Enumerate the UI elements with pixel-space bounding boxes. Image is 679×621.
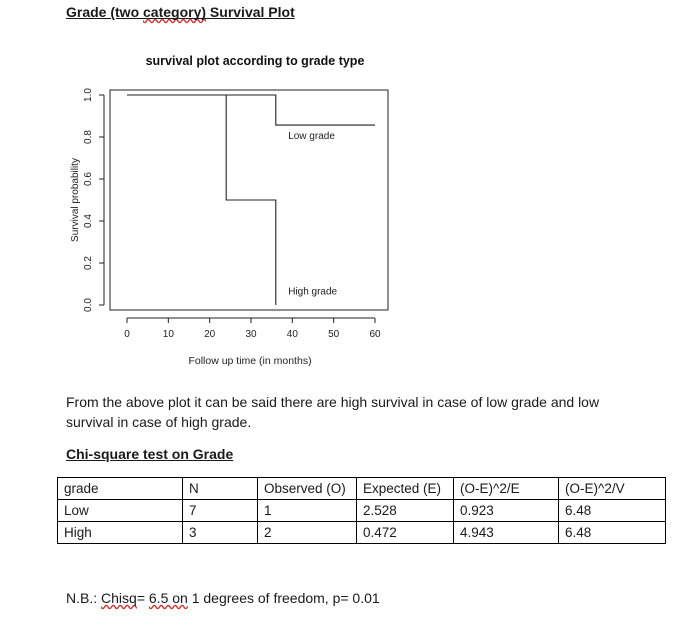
title-part: Grade (two (66, 4, 144, 20)
note-part: N.B.: (66, 590, 102, 606)
y-axis-label: Survival probability (70, 158, 81, 242)
y-tick-label: 0.2 (83, 256, 94, 270)
table-cell: 3 (183, 522, 258, 544)
note-part-misspelled: 6.5 on (148, 590, 188, 606)
y-tick-label: 0.6 (83, 172, 94, 186)
description-paragraph: From the above plot it can be said there are high survival in case of low grade and low survival in case of high grade. (66, 394, 600, 430)
survival-curve-line (127, 95, 375, 125)
table-cell: 6.48 (559, 522, 666, 544)
y-tick-label: 0.4 (83, 214, 94, 228)
y-tick-label: 0.8 (83, 130, 94, 144)
note-part: 1 degrees of freedom, p= 0.01 (187, 590, 380, 606)
table-cell: 0.472 (357, 522, 454, 544)
series-label: Low grade (288, 131, 335, 143)
header-cell: (O-E)^2/V (559, 478, 666, 500)
table-cell: 1 (258, 500, 357, 522)
chi-square-table (57, 477, 666, 544)
footnote (66, 590, 380, 606)
table-header-row (58, 478, 666, 500)
x-tick-label: 60 (369, 329, 381, 340)
x-axis-label: Follow up time (in months) (188, 355, 312, 367)
survival-curve-line (127, 95, 276, 305)
table-cell: High (58, 522, 183, 544)
x-tick-label: 0 (124, 329, 130, 340)
note-part: = (136, 590, 149, 606)
section-title-survival-plot (66, 4, 295, 20)
header-cell: (O-E)^2/E (454, 478, 559, 500)
table-cell: 7 (183, 500, 258, 522)
table-cell: Low (58, 500, 183, 522)
x-tick-label: 30 (245, 329, 257, 340)
x-tick-label: 20 (204, 329, 216, 340)
title-part-misspelled: category) (143, 4, 207, 20)
x-tick-label: 10 (162, 329, 174, 340)
x-tick-label: 50 (328, 329, 340, 340)
title-part: Survival Plot (206, 4, 295, 20)
table-row (58, 522, 666, 544)
header-cell: Observed (O) (258, 478, 357, 500)
table-cell: 2 (258, 522, 357, 544)
table-cell: 6.48 (559, 500, 666, 522)
table-cell: 2.528 (357, 500, 454, 522)
header-cell: N (183, 478, 258, 500)
table-cell: 4.943 (454, 522, 559, 544)
survival-chart (0, 40, 679, 380)
y-tick-label: 0.0 (83, 298, 94, 312)
chart-title: survival plot according to grade type (145, 54, 365, 68)
y-tick-label: 1.0 (83, 88, 94, 102)
section-title-chi-square: Chi-square test on Grade (66, 446, 234, 462)
header-cell: grade (58, 478, 183, 500)
x-tick-label: 40 (286, 329, 298, 340)
series-label: High grade (288, 286, 338, 298)
table-cell: 0.923 (454, 500, 559, 522)
note-part-misspelled: Chisq (101, 590, 137, 606)
table-row (58, 500, 666, 522)
header-cell: Expected (E) (357, 478, 454, 500)
